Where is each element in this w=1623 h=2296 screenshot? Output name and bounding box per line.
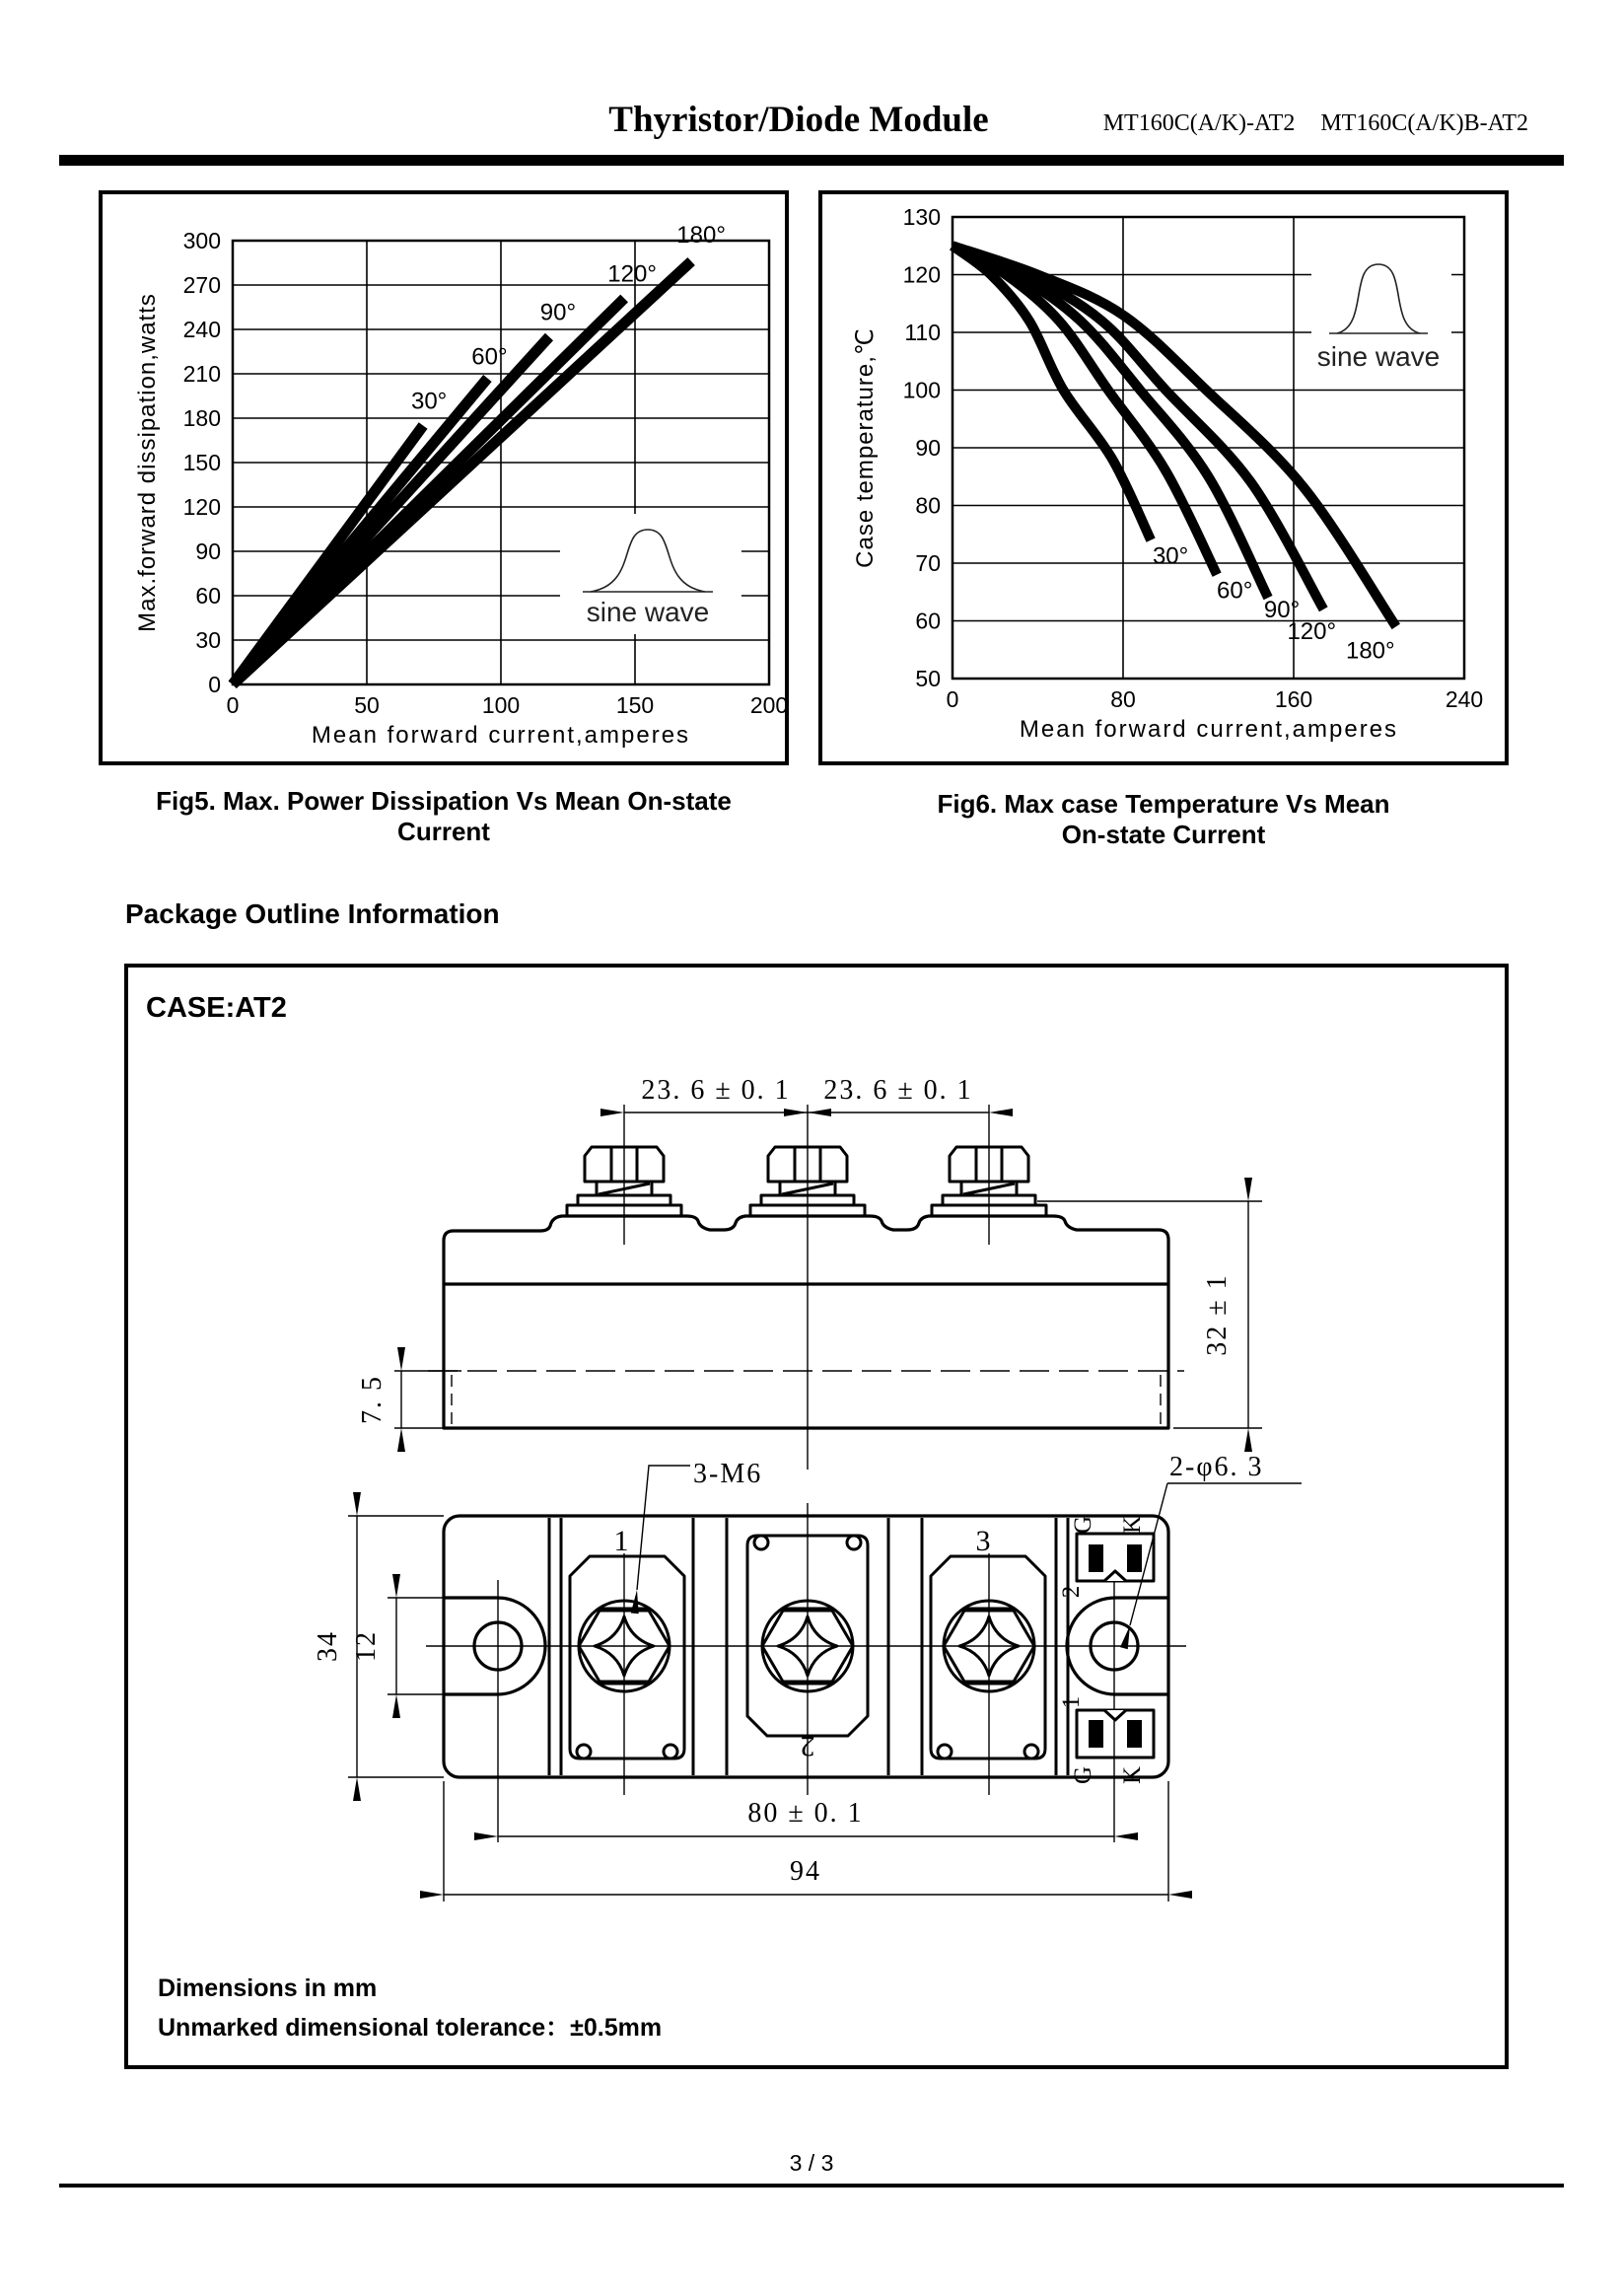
xtick-100: 100 [481,692,521,718]
xtick-0: 0 [226,692,240,718]
ytick-30: 30 [195,627,221,653]
dim-pitch-left: 23. 6 ± 0. 1 [641,1075,791,1106]
dim-slot: 12 [351,1630,382,1662]
fig5-caption-line2: Current [397,817,490,846]
dim-pitch-right: 23. 6 ± 0. 1 [823,1075,973,1106]
ytick-60: 60 [915,608,941,634]
ytick-210: 210 [182,361,221,387]
dim-height: 32 ± 1 [1202,1273,1233,1356]
fig5-power-dissipation-chart [99,190,789,765]
front-view [357,1075,1262,1470]
tab-bottom-k-label: K [1119,1765,1146,1785]
dim-width: 34 [313,1630,343,1662]
part-number-1: MT160C(A/K)-AT2 [1102,110,1296,136]
x-axis-label: Mean forward current,amperes [1019,716,1399,743]
x-axis-label: Mean forward current,amperes [311,722,691,749]
ytick-80: 80 [915,492,941,519]
header-rule [59,155,1564,166]
top-view [313,1452,1302,1901]
y-axis-label: Case temperature,℃ [852,327,879,568]
tab-top-number: 2 [1058,1585,1085,1599]
ytick-150: 150 [182,450,221,475]
case-type-label: CASE:AT2 [146,992,287,1024]
curve-label-90°: 90° [539,299,577,326]
tab-top-g-label: G [1070,1515,1096,1535]
page-title: Thyristor/Diode Module [608,100,989,140]
ytick-120: 120 [902,261,941,288]
sine-wave-label: sine wave [586,597,710,627]
fig6-caption-line2: On-state Current [1061,820,1266,849]
ytick-90: 90 [915,435,941,461]
tab-bottom-number: 1 [1058,1695,1085,1709]
xtick-0: 0 [946,686,959,712]
xtick-200: 200 [749,692,789,718]
ytick-130: 130 [902,204,941,230]
ytick-60: 60 [195,583,221,609]
xtick-160: 160 [1274,686,1313,712]
curve-label-60°: 60° [1217,577,1253,605]
xtick-240: 240 [1445,686,1484,712]
module-body-outline [444,1216,1168,1428]
y-axis-label: Max.forward dissipation,watts [134,293,161,632]
dim-length: 94 [790,1856,821,1887]
ytick-240: 240 [182,317,221,342]
ytick-70: 70 [915,550,941,576]
ytick-110: 110 [904,320,941,345]
gate-tab-bottom [1077,1710,1154,1758]
fig6-caption [848,789,1479,850]
xtick-150: 150 [615,692,655,718]
ytick-300: 300 [182,228,221,253]
ytick-180: 180 [182,405,221,431]
curve-label-30°: 30° [410,388,448,415]
dim-hole-span: 80 ± 0. 1 [747,1798,864,1829]
ytick-90: 90 [195,538,221,564]
ytick-50: 50 [915,666,941,691]
curve-label-120°: 120° [607,260,657,288]
curve-label-30°: 30° [1152,542,1189,570]
ytick-120: 120 [182,494,221,520]
ytick-100: 100 [902,377,941,403]
footer-rule [59,2184,1564,2188]
fig6-caption-line1: Fig6. Max case Temperature Vs Mean [937,789,1390,819]
dim-base-height: 7. 5 [357,1375,388,1424]
curve-label-60°: 60° [471,343,508,371]
curve-label-90°: 90° [1263,597,1301,624]
curve-label-180°: 180° [1345,637,1395,665]
page-number: 3 / 3 [789,2150,834,2176]
xtick-80: 80 [1110,686,1136,712]
xtick-50: 50 [354,692,380,718]
tab-top-k-label: K [1119,1515,1146,1535]
terminal-3-label: 3 [975,1525,991,1557]
sine-wave-label: sine wave [1316,341,1441,372]
package-outline-heading: Package Outline Information [125,898,500,929]
dim-thread: 3-M6 [693,1459,763,1489]
fig5-caption [99,786,789,847]
note-dimensions: Dimensions in mm [158,1974,378,2002]
part-number-2: MT160C(A/K)B-AT2 [1320,110,1528,136]
package-outline-drawing [128,1050,1505,1938]
thread-callout [637,1459,762,1590]
terminal-2-label: 2 [800,1730,815,1762]
fig6-case-temperature-chart [818,190,1509,765]
gate-tab-top [1077,1534,1154,1581]
terminal-1-label: 1 [613,1525,629,1557]
curve-label-180°: 180° [676,222,726,249]
note-tolerance: Unmarked dimensional tolerance：±0.5mm [158,2014,663,2042]
curve-label-120°: 120° [1287,617,1337,645]
part-numbers [1025,110,1528,137]
fig5-caption-line1: Fig5. Max. Power Dissipation Vs Mean On-state [156,786,732,816]
dim-hole-dia: 2-φ6. 3 [1169,1452,1264,1482]
ytick-270: 270 [182,272,221,298]
ytick-0: 0 [208,672,221,697]
tab-bottom-g-label: G [1070,1765,1096,1785]
